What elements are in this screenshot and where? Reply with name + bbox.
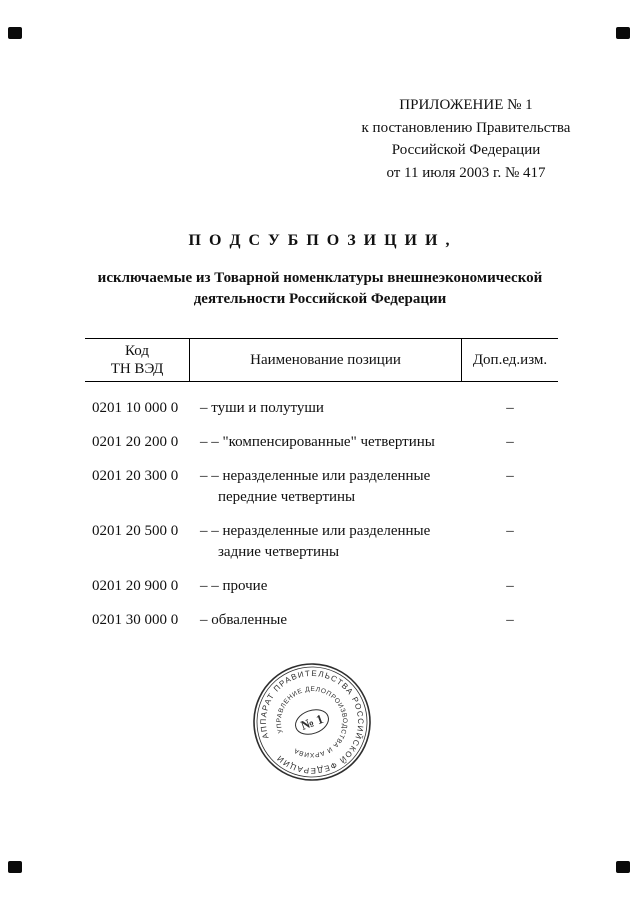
appendix-header-line-2: к постановлению Правительства bbox=[361, 119, 571, 136]
column-header-code-line-2: ТН ВЭД bbox=[110, 361, 164, 377]
cell-name: – – неразделенные или разделенные задние четвертины bbox=[200, 523, 431, 560]
cell-code: 0201 20 900 0 bbox=[92, 578, 179, 594]
column-header-code-line-1: Код bbox=[125, 343, 149, 359]
document-subtitle bbox=[0, 268, 640, 310]
cell-code: 0201 20 200 0 bbox=[92, 434, 179, 450]
cell-name: – туши и полутуши bbox=[200, 400, 324, 416]
column-header-unit: Доп.ед.изм. bbox=[472, 352, 548, 368]
table-row bbox=[85, 398, 558, 419]
table-row bbox=[85, 466, 558, 508]
cell-unit: – bbox=[506, 578, 514, 594]
table-row bbox=[85, 521, 558, 563]
cell-unit: – bbox=[506, 468, 514, 484]
corner-mark-bottom-right bbox=[616, 861, 630, 873]
appendix-header-line-4: от 11 июля 2003 г. № 417 bbox=[386, 164, 546, 181]
cell-unit: – bbox=[506, 400, 514, 416]
appendix-header-line-3: Российской Федерации bbox=[391, 142, 541, 158]
cell-unit: – bbox=[506, 523, 514, 539]
column-header-code bbox=[85, 339, 190, 381]
appendix-header-line-1: ПРИЛОЖЕНИЕ № 1 bbox=[399, 97, 533, 113]
table-row bbox=[85, 576, 558, 597]
table-header-row bbox=[85, 338, 558, 382]
document-title: П О Д С У Б П О З И Ц И И , bbox=[188, 232, 452, 249]
official-stamp bbox=[232, 642, 392, 802]
corner-mark-top-right bbox=[616, 27, 630, 39]
cell-name: – обваленные bbox=[200, 612, 287, 628]
table-row bbox=[85, 432, 558, 453]
subtitle-line-1: исключаемые из Товарной номенклатуры внешнеэкономической bbox=[97, 270, 543, 286]
cell-name: – – "компенсированные" четвертины bbox=[200, 434, 435, 450]
cell-unit: – bbox=[506, 434, 514, 450]
cell-code: 0201 20 500 0 bbox=[92, 523, 179, 539]
subtitle-line-2: деятельности Российской Федерации bbox=[193, 291, 447, 307]
cell-code: 0201 10 000 0 bbox=[92, 400, 179, 416]
column-header-name: Наименование позиции bbox=[190, 339, 462, 381]
cell-code: 0201 20 300 0 bbox=[92, 468, 179, 484]
cell-name: – – неразделенные или разделенные передние четвертины bbox=[200, 468, 431, 505]
stamp-outer-text: АППАРАТ ПРАВИТЕЛЬСТВА РОССИЙСКОЙ ФЕДЕРАЦИИ bbox=[258, 668, 366, 776]
stamp-number: № 1 bbox=[298, 711, 326, 733]
corner-mark-bottom-left bbox=[8, 861, 22, 873]
appendix-header bbox=[352, 94, 580, 184]
cell-code: 0201 30 000 0 bbox=[92, 612, 179, 628]
positions-table bbox=[85, 338, 558, 644]
corner-mark-top-left bbox=[8, 27, 22, 39]
cell-unit: – bbox=[506, 612, 514, 628]
stamp-inner-text: УПРАВЛЕНИЕ ДЕЛОПРОИЗВОДСТВА И АРХИВА bbox=[275, 685, 349, 759]
table-row bbox=[85, 610, 558, 631]
cell-name: – – прочие bbox=[200, 578, 268, 594]
table-body bbox=[85, 382, 558, 631]
